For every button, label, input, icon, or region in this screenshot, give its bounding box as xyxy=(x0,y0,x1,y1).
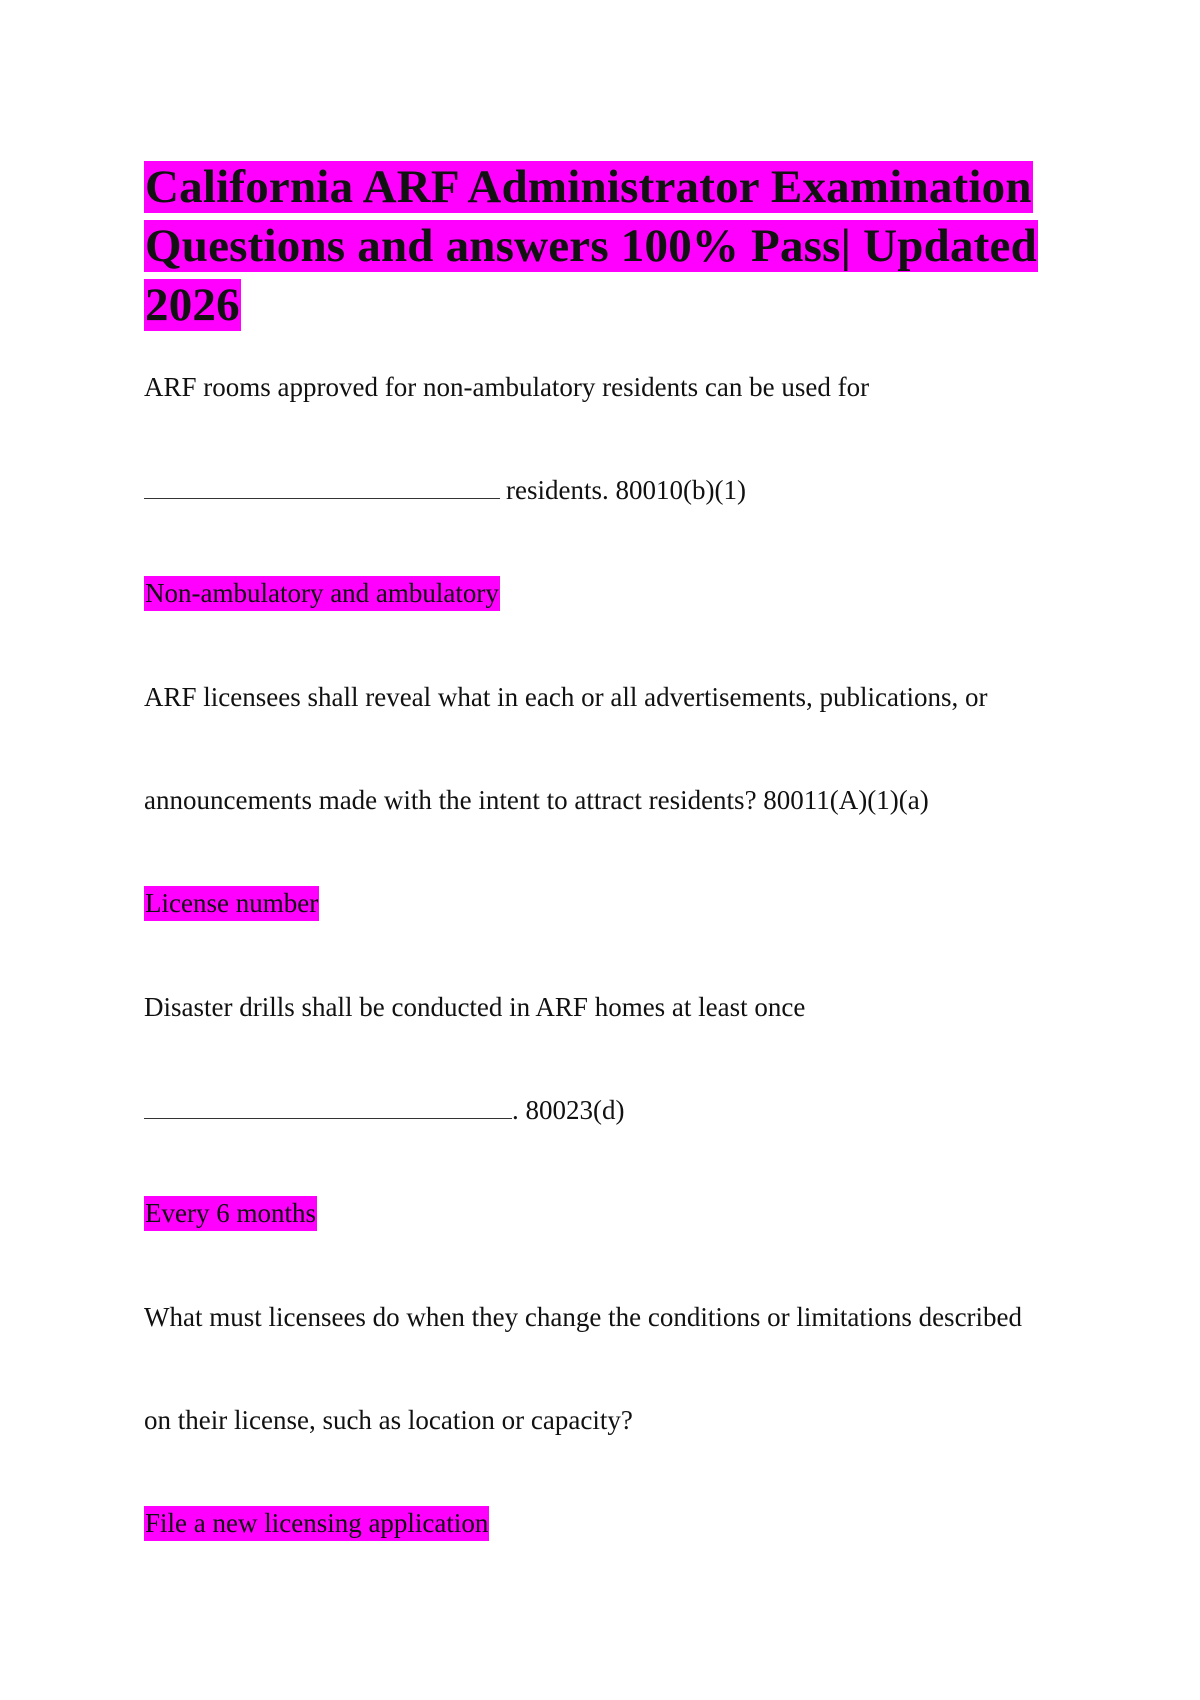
document-title-text: California ARF Administrator Examination Questions and answers 100% Pass| Updated 2026 xyxy=(145,161,1037,331)
question-3-line-2 xyxy=(144,1093,624,1127)
question-2-line-2: announcements made with the intent to attract residents? 80011(A)(1)(a) xyxy=(144,785,929,815)
answer-4-text: File a new licensing application xyxy=(144,1506,489,1541)
question-3-line-2-text: . 80023(d) xyxy=(512,1095,625,1125)
answer-2 xyxy=(144,886,319,920)
answer-1 xyxy=(144,576,500,610)
question-3-line-1: Disaster drills shall be conducted in ARF homes at least once xyxy=(144,992,806,1022)
question-4-line-2: on their license, such as location or capacity? xyxy=(144,1405,633,1435)
question-1-line-2-text: residents. 80010(b)(1) xyxy=(506,475,746,505)
question-1-line-1: ARF rooms approved for non-ambulatory residents can be used for xyxy=(144,372,870,402)
question-2-line-1: ARF licensees shall reveal what in each or all advertisements, publications, or xyxy=(144,682,988,712)
fill-in-blank xyxy=(144,1094,512,1119)
fill-in-blank xyxy=(144,474,500,499)
answer-3-text: Every 6 months xyxy=(144,1196,317,1231)
question-4-line-1: What must licensees do when they change the conditions or limitations described xyxy=(144,1302,1023,1332)
answer-1-text: Non-ambulatory and ambulatory xyxy=(144,576,500,611)
document-title xyxy=(144,158,1044,335)
document-content xyxy=(144,158,1044,1538)
answer-3 xyxy=(144,1196,317,1230)
answer-2-text: License number xyxy=(144,886,319,921)
answer-4 xyxy=(144,1506,489,1540)
question-1-line-2 xyxy=(144,473,746,507)
